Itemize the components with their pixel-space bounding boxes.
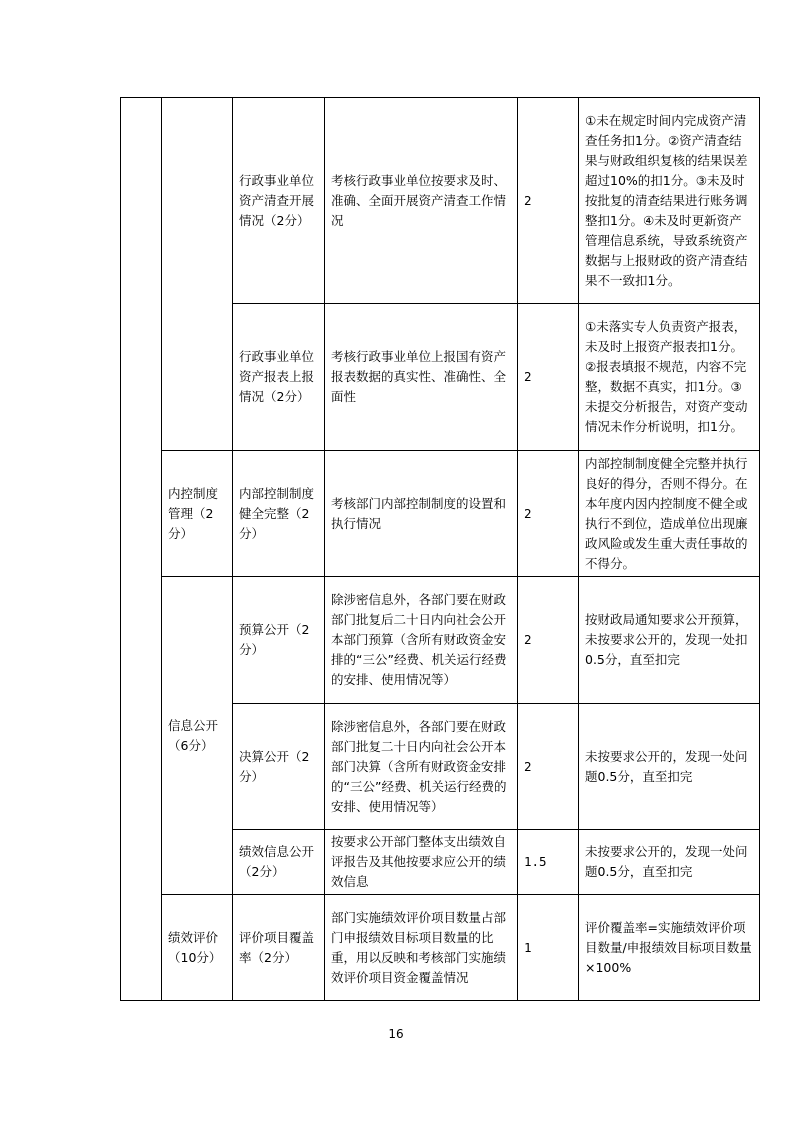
score-cell: 2 [518, 451, 579, 577]
content-cell: 除涉密信息外，各部门要在财政部门批复后二十日内向社会公开本部门预算（含所有财政资金安排的“三公”经费、机关运行经费的安排、使用情况等） [325, 577, 518, 704]
page-number: 16 [388, 1027, 404, 1041]
score-cell: 2 [518, 704, 579, 830]
criteria-cell: 内部控制制度健全完整并执行良好的得分，否则不得分。在本年度内因内控制度不健全或执行不到位，造成单位出现廉政风险或发生重大责任事故的不得分。 [579, 451, 760, 577]
criteria-cell: 未按要求公开的，发现一处问题0.5分，直至扣完 [579, 830, 760, 895]
table-row [121, 577, 760, 704]
category-cell: 信息公开（6分） [162, 577, 233, 895]
item-cell: 内部控制制度健全完整（2分） [233, 451, 325, 577]
evaluation-table [120, 97, 760, 1001]
criteria-cell: 评价覆盖率=实施绩效评价项目数量/申报绩效目标项目数量×100% [579, 895, 760, 1001]
content-cell: 按要求公开部门整体支出绩效自评报告及其他按要求应公开的绩效信息 [325, 830, 518, 895]
item-cell: 预算公开（2分） [233, 577, 325, 704]
content-cell: 考核行政事业单位按要求及时、准确、全面开展资产清查工作情况 [325, 98, 518, 304]
item-cell: 行政事业单位资产报表上报情况（2分） [233, 304, 325, 451]
content-cell: 部门实施绩效评价项目数量占部门申报绩效目标项目数量的比重，用以反映和考核部门实施绩效评价项目资金覆盖情况 [325, 895, 518, 1001]
category-cell: 内控制度管理（2分） [162, 451, 233, 577]
item-cell: 评价项目覆盖率（2分） [233, 895, 325, 1001]
criteria-cell: 未按要求公开的，发现一处问题0.5分，直至扣完 [579, 704, 760, 830]
item-cell: 行政事业单位资产清查开展情况（2分） [233, 98, 325, 304]
content-cell: 除涉密信息外，各部门要在财政部门批复二十日内向社会公开本部门决算（含所有财政资金安排的“三公”经费、机关运行经费的安排、使用情况等） [325, 704, 518, 830]
criteria-cell: ①未在规定时间内完成资产清查任务扣1分。②资产清查结果与财政组织复核的结果误差超过10%的扣1分。③未及时按批复的清查结果进行账务调整扣1分。④未及时更新资产管理信息系统，导致系统资产数据与上报财政的资产清查结果不一致扣1分。 [579, 98, 760, 304]
content-cell: 考核部门内部控制制度的设置和执行情况 [325, 451, 518, 577]
table-row [121, 98, 760, 304]
criteria-cell: 按财政局通知要求公开预算，未按要求公开的，发现一处扣0.5分，直至扣完 [579, 577, 760, 704]
score-cell: 2 [518, 304, 579, 451]
score-cell: 2 [518, 577, 579, 704]
level1-cell [121, 98, 162, 1001]
category-cell: 绩效评价（10分） [162, 895, 233, 1001]
score-cell: 2 [518, 98, 579, 304]
score-cell: 1.5 [518, 830, 579, 895]
item-cell: 绩效信息公开（2分） [233, 830, 325, 895]
criteria-cell: ①未落实专人负责资产报表，未及时上报资产报表扣1分。②报表填报不规范，内容不完整，数据不真实，扣1分。③未提交分析报告，对资产变动情况未作分析说明，扣1分。 [579, 304, 760, 451]
score-cell: 1 [518, 895, 579, 1001]
content-cell: 考核行政事业单位上报国有资产报表数据的真实性、准确性、全面性 [325, 304, 518, 451]
category-cell [162, 98, 233, 451]
table-row [121, 451, 760, 577]
item-cell: 决算公开（2分） [233, 704, 325, 830]
table-row [121, 895, 760, 1001]
